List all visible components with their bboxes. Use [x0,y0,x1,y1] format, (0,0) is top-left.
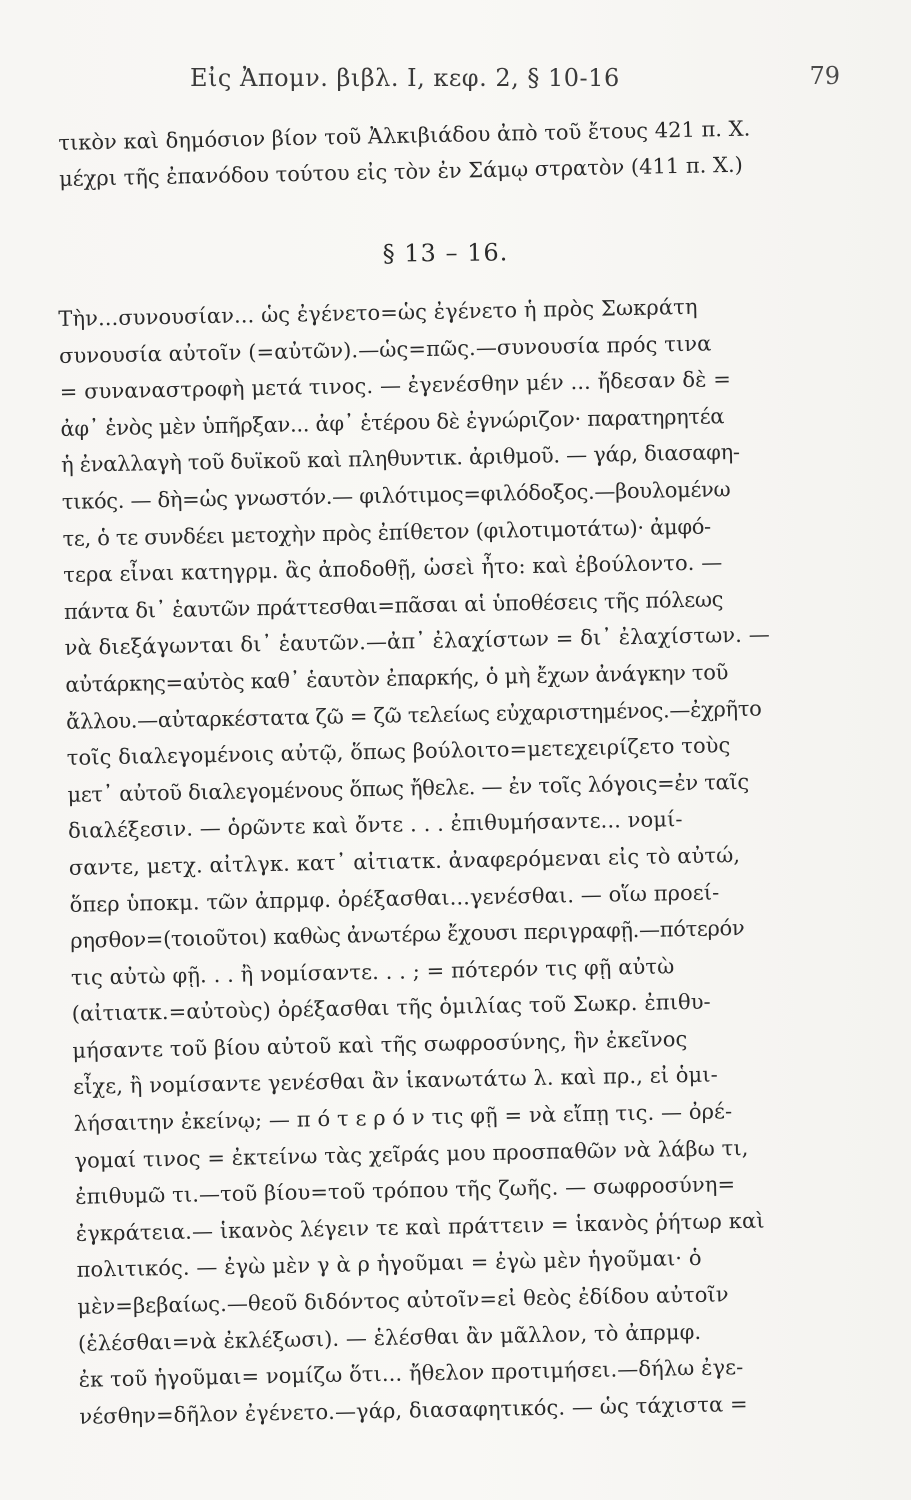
text-line: λήσαιτην ἐκείνῳ; — π ό τ ε ρ ό ν τις φῇ = νὰ εἴπῃ τις. — ὀρέ- [73,1099,733,1136]
text-line: ἐκ τοῦ ἡγοῦμαι= νομίζω ὅτι... ἤθελον προτιμήσει.—δήλω ἐγε- [78,1355,744,1393]
page-content [58,116,833,1435]
commentary-text [58,286,855,1435]
text-line: τικός. — δὴ=ὡς γνωστόν.— φιλότιμος=φιλόδοξος.—βουλομένω [61,477,731,514]
section-heading: § 13 – 16. [382,238,509,268]
text-line: ἐγκράτεια.— ἱκανὸς λέγειν τε καὶ πράττειν = ἱκανὸς ῥήτωρ καὶ [75,1208,765,1246]
text-line: πολιτικός. — ἐγὼ μὲν γ ὰ ρ ἡγοῦμαι = ἐγὼ μὲν ἡγοῦμαι· ὁ [76,1246,702,1283]
text-line: συνουσία αὐτοῖν (=αὐτῶν).—ὡς=πῶς.—συνουσία πρός τινα [58,331,712,368]
text-line: Τὴν...συνουσίαν... ὡς ἐγένετο=ὡς ἐγένετο ἡ πρὸς Σωκράτη [58,294,698,331]
text-line: τερα εἶναι κατηγρμ. ἂς ἀποδοθῇ, ὡσεὶ ἦτο: καὶ ἐβούλοντο. — [63,550,723,588]
text-line: ρησθον=(τοιοῦτοι) καθὼς ἀνωτέρω ἔχουσι περιγραφῇ.—πότερόν [70,916,745,953]
text-line: = συναναστροφὴ μετά τινος. — ἐγενέσθην μέν ... ἤδεσαν δὲ = [59,367,732,405]
text-line: τις αὐτὼ φῇ. . . ἢ νομίσαντε. . . ; = πότερόν τις φῇ αὐτὼ [70,953,675,990]
text-line: εἶχε, ἢ νομίσαντε γενέσθαι ἂν ἱκανωτάτω λ. καὶ πρ., εἰ ὁμι- [72,1062,719,1100]
text-line: ἀφ᾽ ἑνὸς μὲν ὑπῆρξαν... ἀφ᾽ ἑτέρου δὲ ἐγνώριζον· παρατηρητέα [60,404,725,441]
text-line: τε, ὁ τε συνδέει μετοχὴν πρὸς ἐπίθετον (φιλοτιμοτάτω)· ἀμφό- [62,514,712,551]
text-line: ἡ ἐναλλαγὴ τοῦ δυϊκοῦ καὶ πληθυντικ. ἀριθμοῦ. — γάρ, διασαφη- [60,440,740,478]
text-line: μήσαντε τοῦ βίου αὐτοῦ καὶ τῆς σωφροσύνης, ἣν ἐκεῖνος [72,1026,688,1063]
text-line: πάντα δι᾽ ἑαυτῶν πράττεσθαι=πᾶσαι αἱ ὑποθέσεις τῆς πόλεως [63,587,724,624]
text-line: γομαί τινος = ἐκτείνω τὰς χεῖράς μου προσπαθῶν νὰ λάβω τι, [74,1135,749,1173]
text-line: μὲν=βεβαίως.—θεοῦ διδόντος αὐτοῖν=εἰ θεὸς ἐδίδου αὐτοῖν [77,1282,729,1319]
text-line: νέσθην=δῆλον ἐγένετο.—γάρ, διασαφητικός. — ὡς τάχιστα = [79,1391,748,1429]
text-line: (αἰτιατκ.=αὐτοὺς) ὀρέξασθαι τῆς ὁμιλίας τοῦ Σωκρ. ἐπιθυ- [71,989,711,1027]
intro-paragraph: τικὸν καὶ δημόσιον βίον τοῦ Ἀλκιβιάδου ἀπὸ τοῦ ἔτους 421 π. Χ. μέχρι τῆς ἐπανόδου τούτου εἰς τὸν ἐν Σάμῳ στρατὸν (411 π. Χ.) [58,116,751,191]
text-line: ἄλλου.—αὐταρκέστατα ζῶ = ζῶ τελείως εὐχαριστημένος.—ἐχρῆτο [65,696,762,734]
text-line: αὐτάρκης=αὐτὸς καθ᾽ ἑαυτὸν ἐπαρκής, ὁ μὴ ἔχων ἀνάγκην τοῦ [65,660,729,697]
text-line: (ἑλέσθαι=νὰ ἐκλέξωσι). — ἑλέσθαι ἂν μᾶλλον, τὸ ἀπρμφ. [77,1319,702,1356]
text-line: ὅπερ ὑποκμ. τῶν ἀπρμφ. ὀρέξασθαι...γενέσθαι. — οἵω προεί- [69,879,720,917]
text-line: διαλέξεσιν. — ὁρῶντε καὶ ὄντε . . . ἐπιθυμήσαντε... νομί- [67,807,683,844]
text-line: νὰ διεξάγωνται δι᾽ ἑαυτῶν.—ἀπ᾽ ἐλαχίστων = δι᾽ ἐλαχίστων. — [64,622,771,661]
running-head: Εἰς Ἀπομν. βιβλ. I, κεφ. 2, § 10-16 [190,64,620,92]
page-number: 79 [809,62,840,90]
text-line: ἐπιθυμῶ τι.—τοῦ βίου=τοῦ τρόπου τῆς ζωῆς. — σωφροσύνη= [74,1172,736,1210]
page-header [80,64,850,104]
text-line: τοῖς διαλεγομένοις αὐτῷ, ὅπως βούλοιτο=μετεχειρίζετο τοὺς [66,733,731,771]
text-line: μετ᾽ αὐτοῦ διαλεγομένους ὅπως ἤθελε. — ἐν τοῖς λόγοις=ἐν ταῖς [67,769,750,807]
text-line: σαντε, μετχ. αἰτλγκ. κατ᾽ αἰτιατκ. ἀναφερόμεναι εἰς τὸ αὐτώ, [68,842,741,880]
